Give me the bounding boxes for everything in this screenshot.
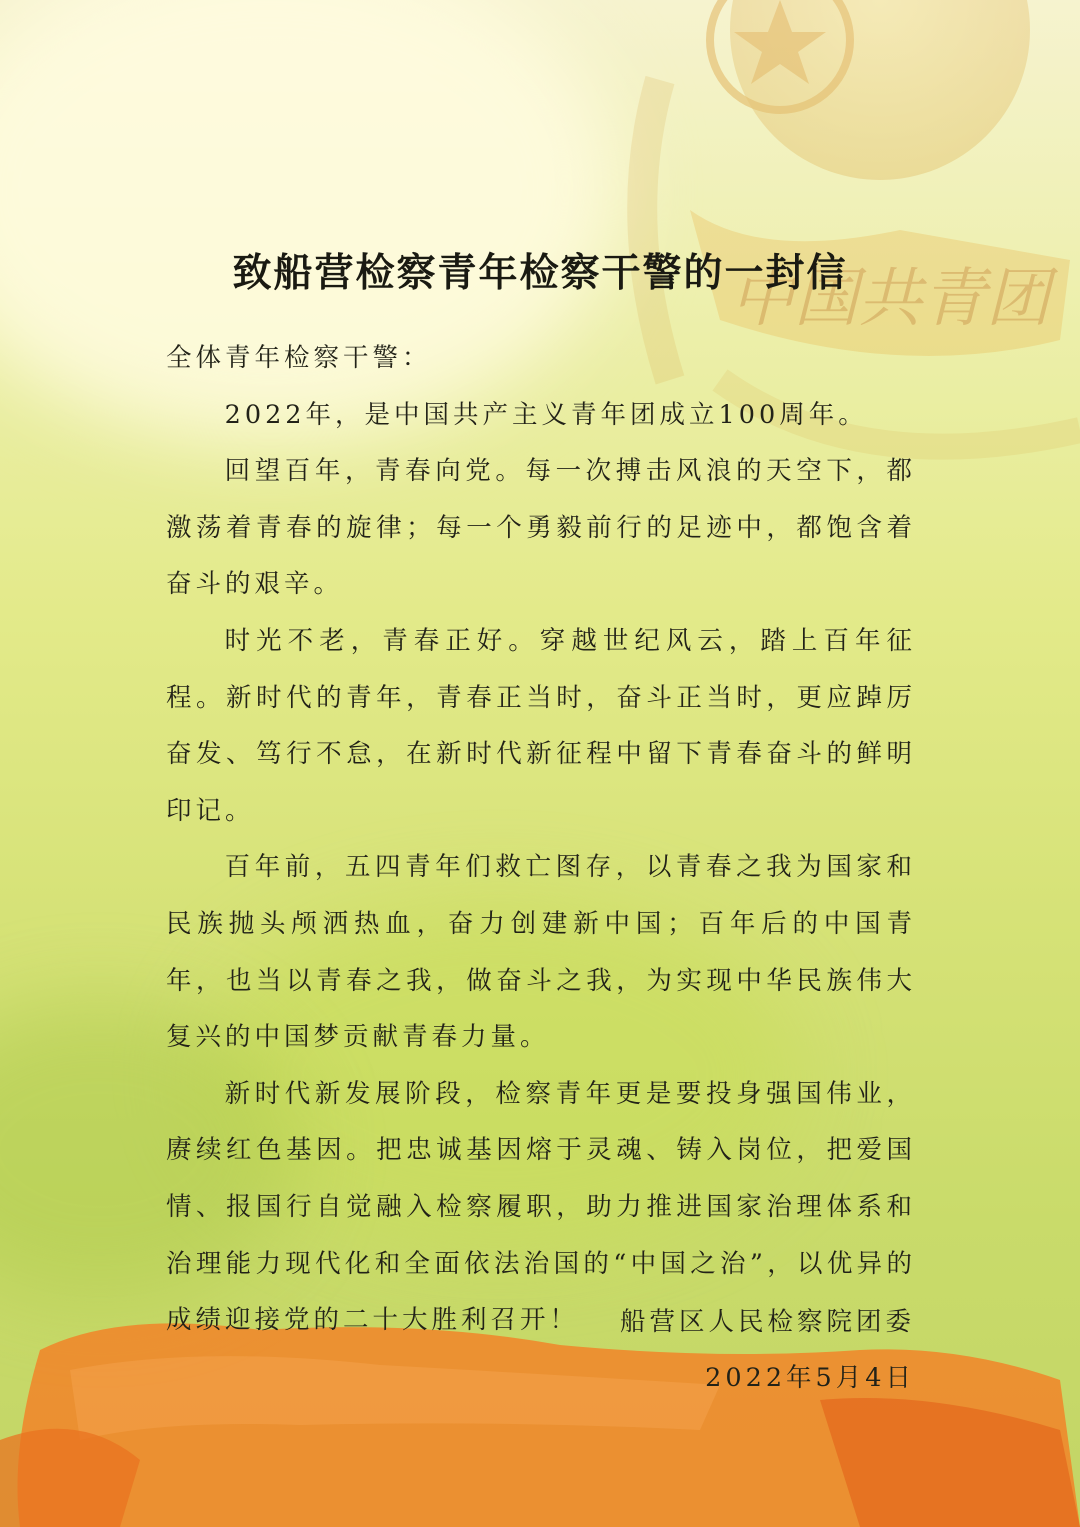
paragraph: 时光不老，青春正好。穿越世纪风云，踏上百年征程。新时代的青年，青春正当时，奋斗正当时，更应踔厉奋发、笃行不怠，在新时代新征程中留下青春奋斗的鲜明印记。 <box>166 625 916 826</box>
paragraph: 2022年，是中国共产主义青年团成立100周年。 <box>224 399 868 430</box>
signature-block <box>620 1294 915 1406</box>
salutation: 全体青年检察干警： <box>166 343 432 373</box>
signature-org: 船营区人民检察院团委 <box>619 1307 915 1337</box>
signature-date: 2022年5月4日 <box>705 1363 915 1393</box>
emblem-text: 中国共青团 <box>730 262 1050 336</box>
paragraph: 百年前，五四青年们救亡图存，以青春之我为国家和民族抛头颅洒热血，奋力创建新中国；百年后的中国青年，也当以青春之我，做奋斗之我，为实现中华民族伟大复兴的中国梦贡献青春力量。 <box>166 852 916 1053</box>
paragraph: 回望百年，青春向党。每一次搏击风浪的天空下，都激荡着青春的旋律；每一个勇毅前行的足迹中，都饱含着奋斗的艰辛。 <box>166 456 916 600</box>
letter-body <box>166 330 916 1349</box>
letter-title: 致船营检察青年检察干警的一封信 <box>232 251 848 297</box>
paragraph: 新时代新发展阶段，检察青年更是要投身强国伟业，赓续红色基因。把忠诚基因熔于灵魂、铸入岗位，把爱国情、报国行自觉融入检察履职，助力推进国家治理体系和治理能力现代化和全面依法治国的“中国之治”，以优异的成绩迎接党的二十大胜利召开！ <box>166 1078 916 1336</box>
